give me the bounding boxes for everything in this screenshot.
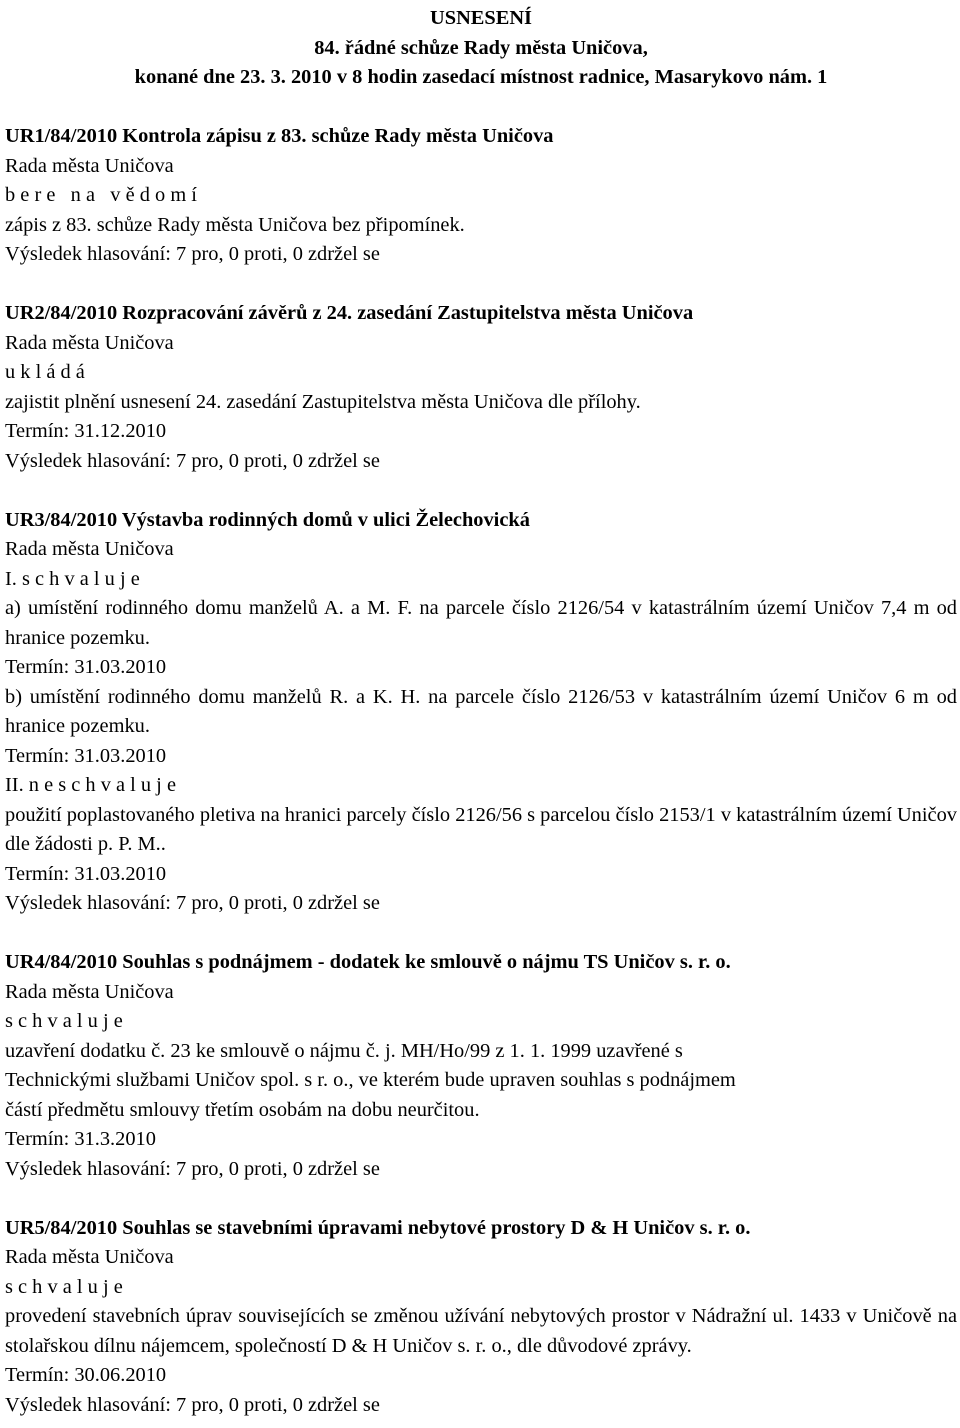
- resolution-deadline: Termín: 31.3.2010: [5, 1128, 156, 1150]
- spacer: [5, 1184, 957, 1214]
- resolution-deadline: Termín: 31.03.2010: [5, 862, 167, 885]
- header-date-place: konané dne 23. 3. 2010 v 8 hodin zasedací místnost radnice, Masarykovo nám. 1: [134, 66, 828, 88]
- resolution-body: Rada města Uničova: [5, 538, 174, 560]
- resolution-verb: s c h v a l u j e: [5, 1275, 123, 1298]
- resolution-body: Rada města Uničova: [5, 331, 174, 354]
- resolution-item-a: a) umístění rodinného domu manželů A. a M. F. na parcele číslo 2126/54 v katastrálním území Uničov 7,4 m od hranice pozemku.: [5, 597, 957, 649]
- resolution-ur5: [5, 1214, 957, 1421]
- document-page: [5, 4, 957, 1420]
- spacer: [5, 270, 957, 300]
- resolution-verb: u k l á d á: [5, 361, 85, 383]
- resolution-ur2: [5, 299, 957, 476]
- resolution-text: zajistit plnění usnesení 24. zasedání Zastupitelstva města Uničova dle přílohy.: [5, 390, 641, 413]
- resolution-title: UR4/84/2010 Souhlas s podnájmem - dodatek ke smlouvě o nájmu TS Uničov s. r. o.: [5, 951, 731, 973]
- resolution-verb: b e r e n a v ě d o m í: [5, 184, 197, 206]
- vote-result: Výsledek hlasování: 7 pro, 0 proti, 0 zdržel se: [5, 1393, 380, 1416]
- resolution-body: Rada města Uničova: [5, 154, 174, 177]
- resolution-deadline: Termín: 30.06.2010: [5, 1364, 167, 1386]
- resolution-title: UR5/84/2010 Souhlas se stavebními úpravami nebytové prostory D & H Uničov s. r. o.: [5, 1216, 751, 1239]
- resolution-text-line: uzavření dodatku č. 23 ke smlouvě o nájmu č. j. MH/Ho/99 z 1. 1. 1999 uzavřené s: [5, 1039, 683, 1062]
- vote-result: Výsledek hlasování: 7 pro, 0 proti, 0 zdržel se: [5, 243, 380, 265]
- resolution-ur1: [5, 122, 957, 270]
- resolution-deadline: Termín: 31.03.2010: [5, 744, 167, 767]
- resolution-deadline: Termín: 31.12.2010: [5, 420, 167, 442]
- header-title: USNESENÍ: [430, 7, 532, 29]
- vote-result: Výsledek hlasování: 7 pro, 0 proti, 0 zdržel se: [5, 1157, 380, 1180]
- resolution-ur4: [5, 948, 957, 1184]
- spacer: [5, 93, 957, 123]
- resolution-text: použití poplastovaného pletiva na hranici parcely číslo 2126/56 s parcelou číslo 2153/1 v katastrálním území Uničov dle žádosti p. P. M..: [5, 803, 957, 855]
- resolution-item-b: b) umístění rodinného domu manželů R. a K. H. na parcele číslo 2126/53 v katastrálním území Uničov 6 m od hranice pozemku.: [5, 685, 957, 737]
- resolution-text-line: Technickými službami Uničov spol. s r. o., ve kterém bude upraven souhlas s podnájmem: [5, 1069, 736, 1091]
- resolution-verb: s c h v a l u j e: [5, 1010, 123, 1032]
- resolution-verb-reject: II. n e s c h v a l u j e: [5, 774, 177, 796]
- resolution-ur3: [5, 506, 957, 919]
- spacer: [5, 919, 957, 949]
- resolution-text: zápis z 83. schůze Rady města Uničova bez připomínek.: [5, 213, 465, 236]
- resolution-verb-approve: I. s c h v a l u j e: [5, 567, 140, 590]
- vote-result: Výsledek hlasování: 7 pro, 0 proti, 0 zdržel se: [5, 892, 380, 914]
- resolution-deadline: Termín: 31.03.2010: [5, 656, 167, 678]
- resolution-body: Rada města Uničova: [5, 980, 174, 1003]
- vote-result: Výsledek hlasování: 7 pro, 0 proti, 0 zdržel se: [5, 449, 380, 472]
- resolution-text: provedení stavebních úprav souvisejících se změnou užívání nebytových prostor v Nádražní ul. 1433 v Uničově na stolařskou dílnu nájemcem, společností D & H Uničov s. r. o., dle důvodové zprávy.: [5, 1305, 957, 1357]
- resolution-text-line: částí předmětu smlouvy třetím osobám na dobu neurčitou.: [5, 1098, 480, 1121]
- resolution-title: UR1/84/2010 Kontrola zápisu z 83. schůze Rady města Uničova: [5, 125, 554, 147]
- resolution-title: UR3/84/2010 Výstavba rodinných domů v ulici Želechovická: [5, 508, 530, 531]
- resolution-body: Rada města Uničova: [5, 1246, 174, 1268]
- resolution-title: UR2/84/2010 Rozpracování závěrů z 24. zasedání Zastupitelstva města Uničova: [5, 302, 694, 324]
- header-meeting: 84. řádné schůze Rady města Uničova,: [314, 36, 648, 59]
- spacer: [5, 476, 957, 506]
